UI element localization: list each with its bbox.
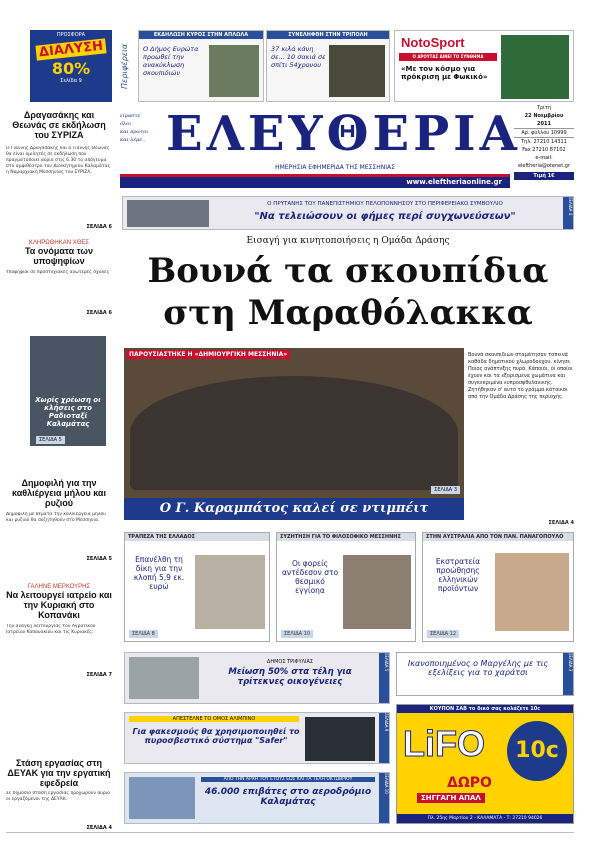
top-card-2-text: 37 κιλά κάνη σε... 10 σακιά σε σπίτι 54χρονου xyxy=(271,45,326,69)
left-story-4-head: Δημοφιλή για την καθλιέργεια μήλου και ρυζιού xyxy=(12,478,106,508)
photo-caption: Ο Γ. Καραμπάτος καλεί σε ντιμπέιτ xyxy=(159,501,429,516)
left-story-6-ref: ΣΕΛΙΔΑ 4 xyxy=(86,825,112,831)
lifo-ad xyxy=(396,704,574,824)
email-label: e-mail: xyxy=(535,155,553,161)
rector-ref: ΣΕΛΙΔΑ 4 xyxy=(563,197,573,229)
lifo-name: LiFO xyxy=(403,723,485,764)
strip-b xyxy=(396,652,574,696)
slogan-line: και λέμε.. xyxy=(120,137,146,143)
left-story-5-body: Την ανάγκη λειτουργίας του Αγροτικού Ιατρείου Κοπανακίου και τις Κυριακές. xyxy=(6,624,96,635)
taxi-ref: ΣΕΛΙΔΑ 5 xyxy=(36,436,65,444)
strip-a-tag: ΔΗΜΟΣ ΤΡΙΦΥΛΙΑΣ xyxy=(266,659,314,665)
promo-label: ΠΡΟΣΦΟΡΑ xyxy=(56,32,86,38)
recycling-photo xyxy=(209,45,259,97)
email: eleftheria@otenet.gr xyxy=(517,163,571,169)
box-3-ref: ΣΕΛΙΔΑ 12 xyxy=(427,630,459,638)
main-side-text xyxy=(468,352,574,527)
day: Τρίτη xyxy=(536,105,552,111)
rector-text: "Να τελειώσουν οι φήμες περί συγχωνεύσεων" xyxy=(254,211,516,222)
strip-d-ref: ΣΕΛΙΔΑ 10 xyxy=(379,773,389,823)
safer-photo xyxy=(305,717,375,761)
year: 2011 xyxy=(537,121,551,127)
promo-note: Σελίδα 9 xyxy=(60,78,82,84)
sport-name: NotoSport xyxy=(401,35,465,50)
date-box xyxy=(514,104,574,188)
slogan-line: είμαστε xyxy=(120,113,141,119)
box-2-ref: ΣΕΛΙΔΑ 10 xyxy=(281,630,313,638)
box-1-tag: ΤΡΑΠΕΖΑ ΤΗΣ ΕΛΛΑΔΟΣ xyxy=(125,533,269,541)
rector-banner xyxy=(122,196,574,230)
box-2 xyxy=(276,532,416,642)
house-photo xyxy=(129,657,199,699)
lifo-addr: Πλ. 25ης Μαρτίου 2 - ΚΑΛΑΜΑΤΑ - Τ: 27210 94026 xyxy=(397,814,573,823)
url-bar xyxy=(120,174,510,188)
strip-b-text: Ικανοποιημένος ο Μαργέλης με τις εξελίξεις για το χαράτσι xyxy=(407,659,549,677)
box-1-ref: ΣΕΛΙΔΑ 8 xyxy=(129,630,158,638)
lifo-sub: ΣΗΓΓΑΓΗ ΑΠΑΛ xyxy=(417,793,485,803)
box-3 xyxy=(422,532,574,642)
slogan-line: όλοι xyxy=(120,121,132,127)
strip-c-tag: ΑΠΕΣΤΕΛΝΕ ΤΟ ΟΜΟΣ ΑΛΙΜΠΙΝΟ xyxy=(129,716,299,722)
slogan-line: και πρώτοι xyxy=(120,129,149,135)
main-kicker: Εισαγή για κινητοποιήσεις η Ομάδα Δράσης xyxy=(246,236,450,246)
lifo-gift: ΔΩΡΟ xyxy=(447,775,492,791)
left-story-2-tag: ΚΛΗΡΩΘΗΚΑΝ ΧΘΕΣ xyxy=(28,240,90,246)
photo-ref: ΣΕΛΙΔΑ 3 xyxy=(431,486,460,494)
photo-tag: ΠΑΡΟΥΣΙΑΣΤΗΚΕ Η «ΔΗΜΙΟΥΡΓΙΚΗ ΜΕΣΣΗΝΙΑ» xyxy=(126,350,290,359)
group-photo xyxy=(124,348,464,498)
airplane-photo xyxy=(129,777,195,819)
meeting-photo xyxy=(343,555,411,629)
top-card-2 xyxy=(266,30,390,102)
strip-a xyxy=(124,652,390,704)
masthead-subtitle: ΗΜΕΡΗΣΙΑ ΕΦΗΜΕΡΙΔΑ ΤΗΣ ΜΕΣΣΗΝΙΑΣ xyxy=(275,164,395,171)
main-side-ref: ΣΕΛΙΔΑ 4 xyxy=(548,520,574,526)
portrait-photo xyxy=(495,553,569,631)
main-headline-2: στη Μαραθόλακκα xyxy=(163,293,533,333)
football-photo xyxy=(501,35,569,99)
promo-box xyxy=(30,30,112,102)
lifo-price: 10c xyxy=(507,721,567,781)
date: 22 Νοεμβρίου xyxy=(524,113,564,119)
strip-a-ref: ΣΕΛΙΔΑ 5 xyxy=(379,653,389,703)
left-story-2 xyxy=(6,240,112,316)
slogan xyxy=(120,112,168,144)
left-story-2-ref: ΣΕΛΙΔΑ 6 xyxy=(86,310,112,316)
box-2-text: Οι φορείς αντέδεσον στο θεσμικό εγγίοηα xyxy=(281,559,339,595)
bank-photo xyxy=(195,555,265,629)
top-card-1-text: Ο Δήμος Ευρώτα προωθεί την ανακύκλωση σκουπιδιών xyxy=(143,45,199,77)
left-story-5-ref: ΣΕΛΙΔΑ 7 xyxy=(86,672,112,678)
crowd xyxy=(130,376,458,490)
taxi-caption: Χωρίς χρέωση οι κλήσεις στο Ραδιοταξί Καλαμάτας xyxy=(35,396,101,428)
left-story-1-body: Ο Γιάννης Δραγασάκης και ο Γιάννης Θεωνάς θα είναι ομιλητές σε εκδήλωση που πραγματοποιεί αύριο στις 6.30 το απόγευμα στο αμφιθέατρο του Διοικητηρίου Καλαμάτας η Νομαρχιακή Μεσσηνίας του ΣΥΡΙΖΑ. xyxy=(6,146,111,175)
site-url[interactable]: www.eleftheriaonline.gr xyxy=(406,178,502,186)
rector-tag: Ο ΠΡΥΤΑΝΗΣ ΤΟΥ ΠΑΝΕΠΙΣΤΗΜΙΟΥ ΠΕΛΟΠΟΝΝΗΣΟΥ ΣΤΟ ΠΕΡΙΦΕΡΕΙΑΚΟ ΣΥΜΒΟΥΛΙΟ xyxy=(267,201,503,207)
left-story-2-head: Τα ονόματα των υποψηφίων xyxy=(24,246,94,266)
left-story-5-tag: ΓΑΛΗΝΕ ΜΕΡΚΟΥΡΗΣ xyxy=(27,584,91,590)
price: Τιμή 1€ xyxy=(514,172,574,180)
left-story-4 xyxy=(6,478,112,562)
strip-a-text: Μείωση 50% στα τέλη για τρίτεκνες οικογένειες xyxy=(228,667,352,687)
strip-c xyxy=(124,712,390,764)
left-story-1-head: Δραγασάκης και Θεωνάς σε εκδήλωση του ΣΥΡΙΖΑ xyxy=(12,110,106,140)
masthead-title: ΕΛΕΥΘΕΡΙΑ xyxy=(166,106,521,162)
left-story-4-body: Δημοφιλή με θέματα την καλλιέργεια μήλου και ρυζιού θα συζητηθούν στο Μεσσηνία. xyxy=(6,512,106,523)
top-card-1 xyxy=(138,30,264,102)
fax: Fax 27210 87102 xyxy=(522,147,566,153)
left-story-6-body: Σε δημόσιο στάση εργασίας προχωρούν αύριο οι εργαζόμενοι της ΔΕΥΑΚ. xyxy=(6,791,111,802)
cannabis-photo xyxy=(329,45,385,97)
phone: Τηλ. 27210 14311 xyxy=(521,139,567,145)
strip-c-text: Για φακεσμούς θα χρησιμοποιηθεί το πυροσβεστικό σύστημα "Safer" xyxy=(132,727,300,745)
sport-tag: Ο ΔΡΟΥΤΑΣ ΔΙΝΕΙ ΤΟ ΣΥΝΘΗΜΑ xyxy=(399,53,497,61)
rector-photo xyxy=(127,200,209,227)
left-story-5 xyxy=(6,584,112,678)
left-story-2-body: Υποψήφιοι σε προπτυχιακές ανώτερες σχολές xyxy=(6,270,110,275)
promo-big: ΔΙΑΛΥΣΗ xyxy=(35,38,106,60)
top-card-1-tag: ΕΚΔΗΛΩΣΗ ΚΥΡΟΣ ΣΤΗΝ ΑΠΛΩΛΑ xyxy=(139,31,263,39)
left-story-4-ref: ΣΕΛΙΔΑ 5 xyxy=(86,556,112,562)
top-card-2-tag: ΣΥΝΕΛΗΦΘΗ ΣΤΗΝ ΤΡΙΠΟΛΗ xyxy=(267,31,389,39)
strip-c-ref: ΣΕΛΙΔΑ 9 xyxy=(379,713,389,763)
box-1-text: Επανέλθη τη δίκη για την κλοπή 5,9 εκ. ευρώ xyxy=(133,555,185,591)
sport-text: «Με τον κόσμο για πρόκριση με Φωκικό» xyxy=(401,65,488,81)
sport-card xyxy=(394,30,574,102)
strip-d-tag: ΑΠΟ ΤΗΝ ΑΡΧΗ ΤΟΥ ΕΤΟΥΣ ΕΩΣ ΚΑΙ ΤΑ ΤΕΛΗ ΟΚΤΩΒΡΙΟΥ xyxy=(201,777,375,782)
lifo-top: ΚΟΥΠΟΝ ΣΑΒ το δικό σας κολάζετε 10c xyxy=(397,705,573,713)
issue: Αρ. φύλλου 10999 xyxy=(514,128,574,138)
bottom-rule xyxy=(6,832,574,833)
taxi-photo xyxy=(30,336,106,446)
strip-d xyxy=(124,772,390,824)
periferia-label: Περιφέρεια xyxy=(120,43,129,89)
strip-d-text: 46.000 επιβάτες στο αεροδρόμιο Καλαμάτας xyxy=(204,787,372,807)
left-story-1-ref: ΣΕΛΙΔΑ 6 xyxy=(86,224,112,230)
box-3-tag: ΣΤΗΝ ΑΥΣΤΡΑΛΙΑ ΑΠΟ ΤΟΝ ΠΑΝ. ΠΑΝΑΓΟΠΟΥΛΟ xyxy=(423,533,573,541)
main-headline-1: Βουνά τα σκουπίδια xyxy=(147,251,549,291)
left-story-6 xyxy=(6,758,112,831)
strip-b-ref: ΣΕΛΙΔΑ 3 xyxy=(563,653,573,695)
main-side-body: Βουνά σκουπιδιών σταμάτησαν ταπεινά καθάδα δημοτικού χλωροδούχου, κίνησε. Ποιος ανάπτυξης πυρά. Κάποιοι, οι οποίοι έχουν και τα εξορισμένα χωμάτινα και συγκεκριμένα ευπροσφθυλανικής. Ζητήθηκαν σ' αυτό το γράμμα κάτοικοι από την Ομάδα Δράσης της περιοχής. xyxy=(468,352,573,400)
photo-caption-bar xyxy=(124,498,464,520)
promo-pct: 80% xyxy=(51,59,91,78)
box-2-tag: ΣΥΖΗΤΗΣΗ ΓΙΑ ΤΟ ΦΙΛΟΣΟΦΙΚΟ ΜΕΣΣΗΝΗΣ xyxy=(277,533,415,541)
box-3-text: Εκστρατεία προώθησης ελληνικών προϊόντων xyxy=(435,557,481,593)
left-story-6-head: Στάση εργασίας στη ΔΕΥΑΚ για την εργατική εφεδρεία xyxy=(7,758,111,788)
left-story-1 xyxy=(6,110,112,230)
left-story-5-head: Να λειτουργεί ιατρείο και την Κυριακή στο Κοπανάκι xyxy=(6,590,112,620)
box-1 xyxy=(124,532,270,642)
